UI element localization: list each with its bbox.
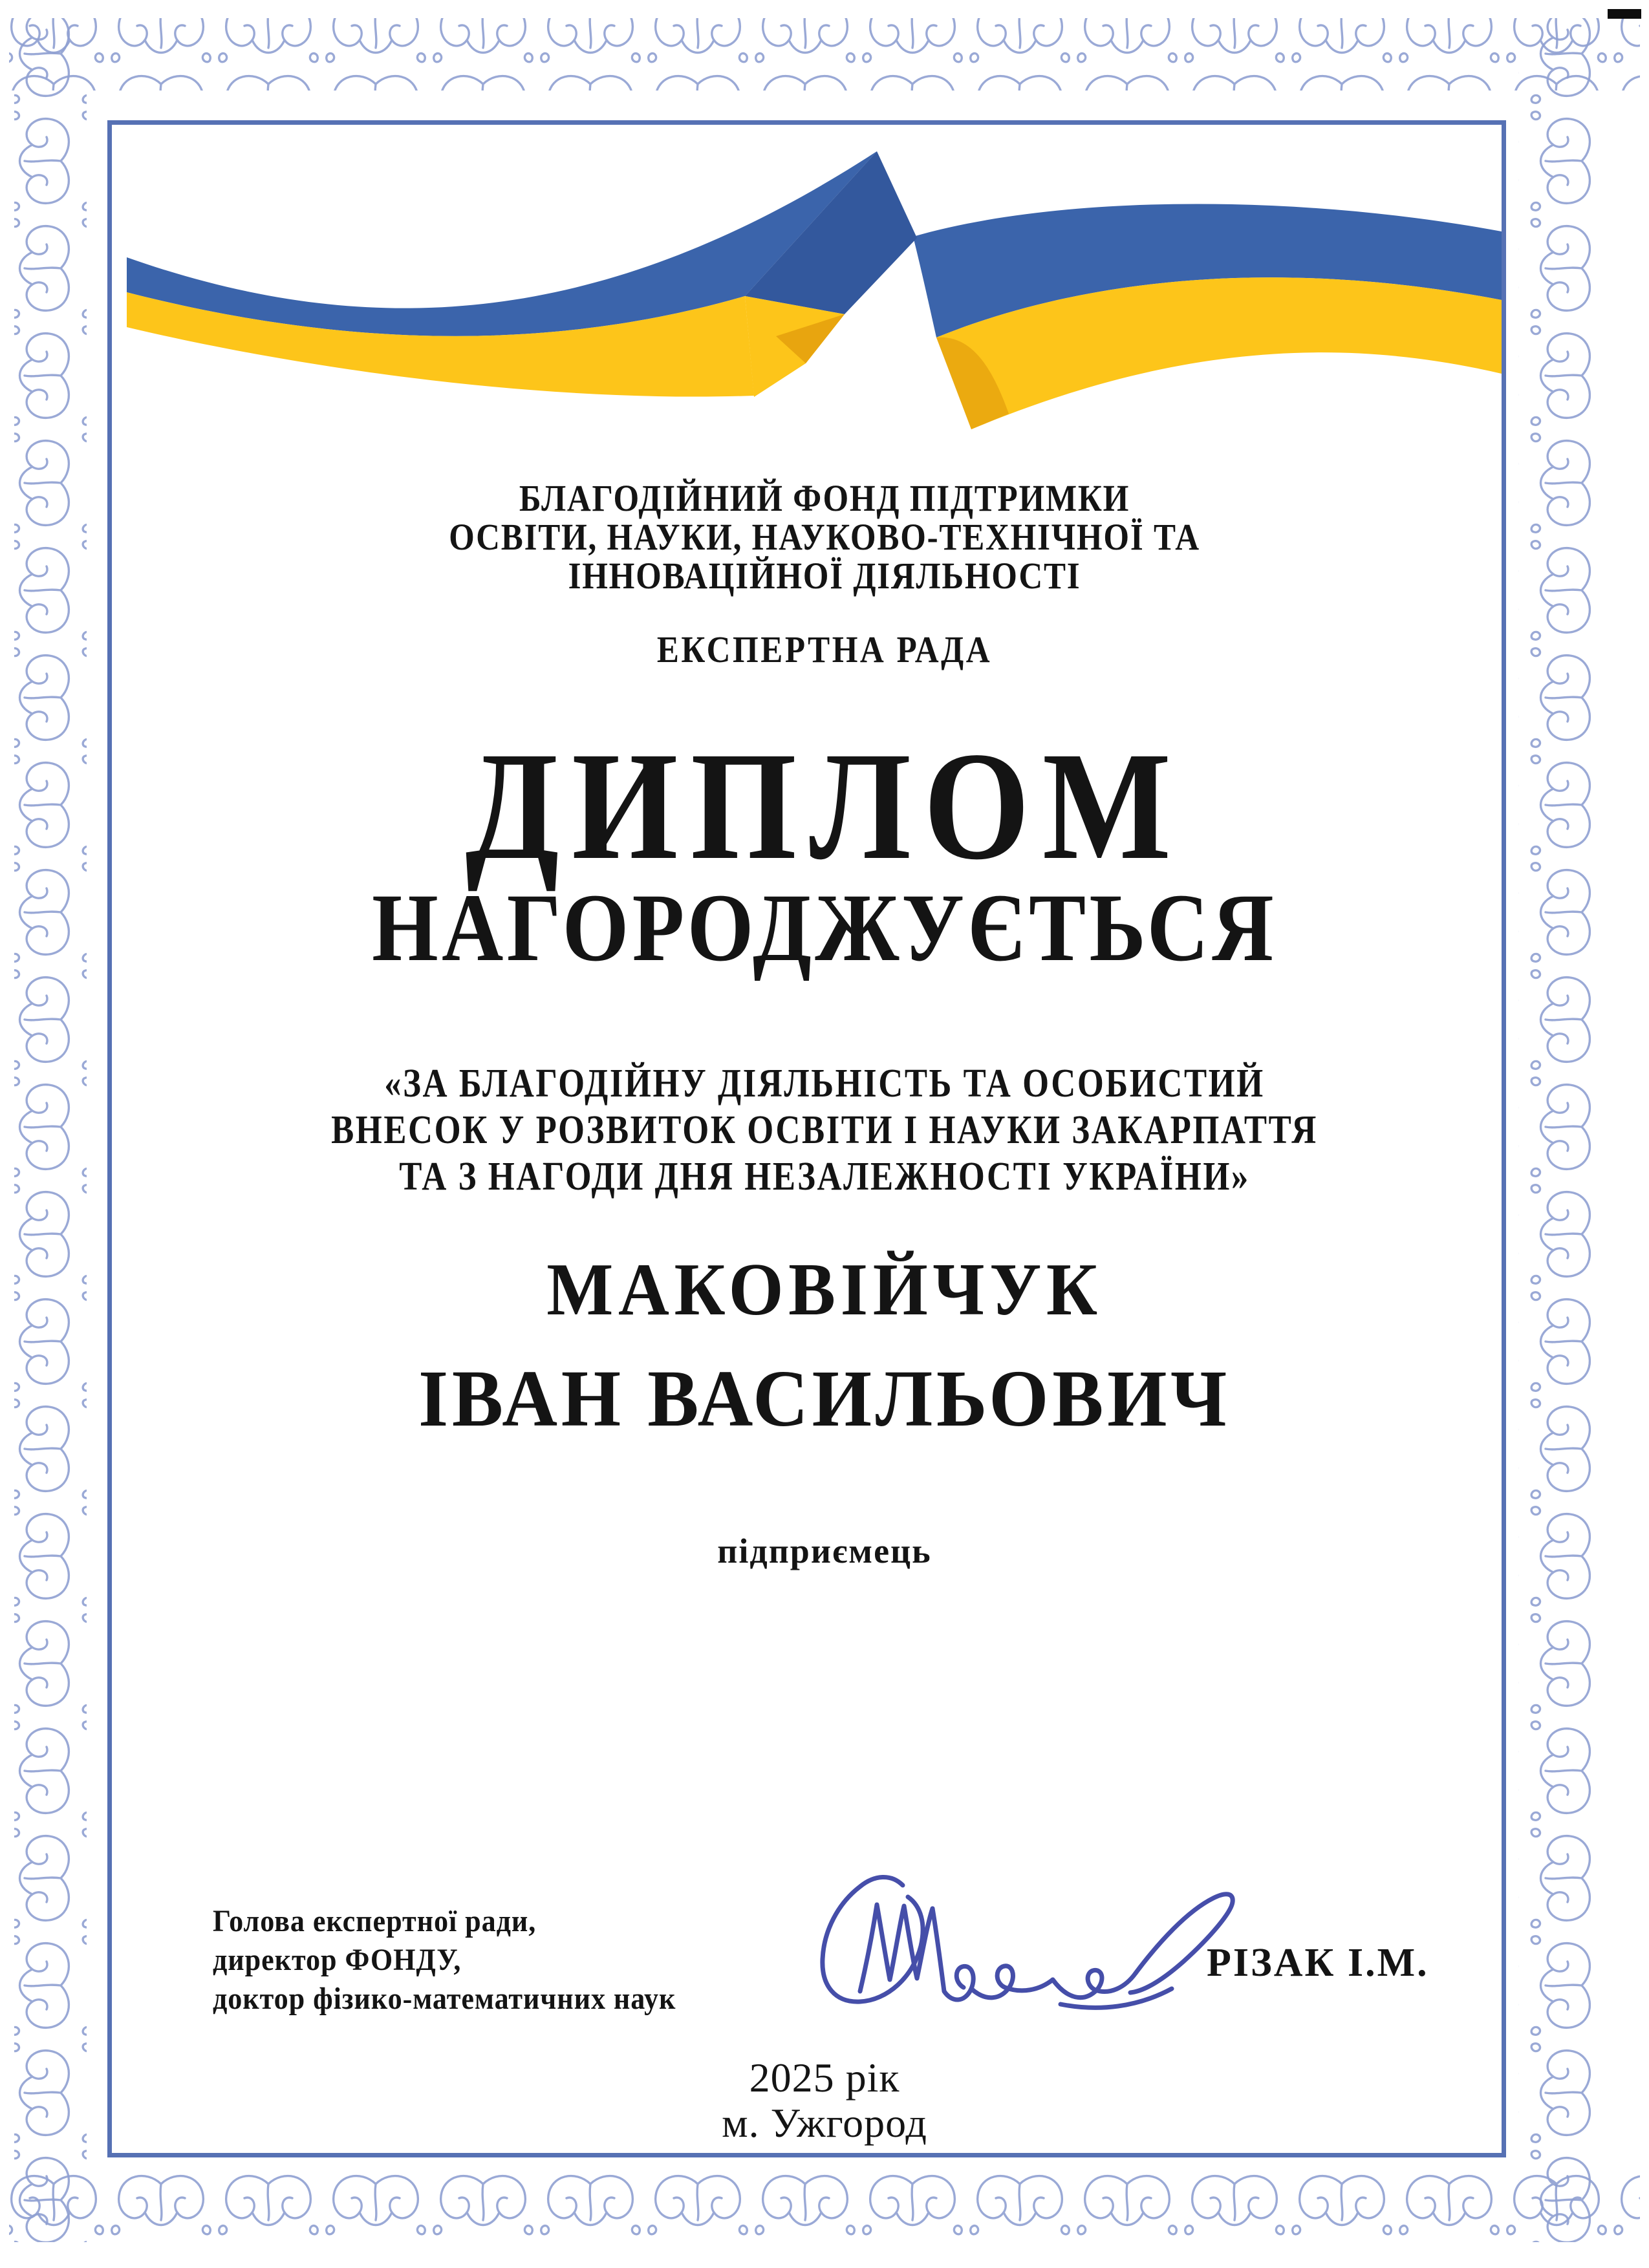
border-band-bottom [9,2170,1640,2242]
recipient-given-names: ІВАН ВАСИЛЬОВИЧ [418,1354,1231,1444]
border-band-left [14,18,87,2242]
black-scan-mark [1608,9,1641,19]
signer-titles [213,1902,676,2018]
signer-name: РІЗАК І.М. [1207,1941,1429,1985]
footer-year: 2025 рік [749,2055,900,2101]
org-name-line2: ОСВІТИ, НАУКИ, НАУКОВО-ТЕХНІЧНОЇ ТА [449,516,1200,558]
border-band-right [1518,18,1591,2242]
recipient-surname: МАКОВІЙЧУК [546,1248,1103,1331]
signer-title-line3: доктор фізико-математичних наук [213,1982,676,2016]
citation-line3: ТА З НАГОДИ ДНЯ НЕЗАЛЕЖНОСТІ УКРАЇНИ» [399,1155,1250,1199]
citation-line1: «ЗА БЛАГОДІЙНУ ДІЯЛЬНІСТЬ ТА ОСОБИСТИЙ [384,1062,1265,1106]
signer-title-line1: Голова експертної ради, [213,1904,537,1938]
awarded-subtitle: НАГОРОДЖУЄТЬСЯ [372,874,1277,981]
org-name-line3: ІННОВАЦІЙНОЇ ДІЯЛЬНОСТІ [568,555,1081,597]
signer-title-line2: директор ФОНДУ, [213,1943,462,1977]
diploma-title: ДИПЛОМ [465,720,1184,892]
recipient-role: підприємець [717,1532,932,1570]
council-label: ЕКСПЕРТНА РАДА [656,628,993,670]
border-band-top [9,18,1640,91]
footer-city: м. Ужгород [722,2100,927,2146]
org-name-line1: БЛАГОДІЙНИЙ ФОНД ПІДТРИМКИ [519,477,1130,519]
citation-line2: ВНЕСОК У РОЗВИТОК ОСВІТИ І НАУКИ ЗАКАРПАТТЯ [331,1108,1318,1152]
